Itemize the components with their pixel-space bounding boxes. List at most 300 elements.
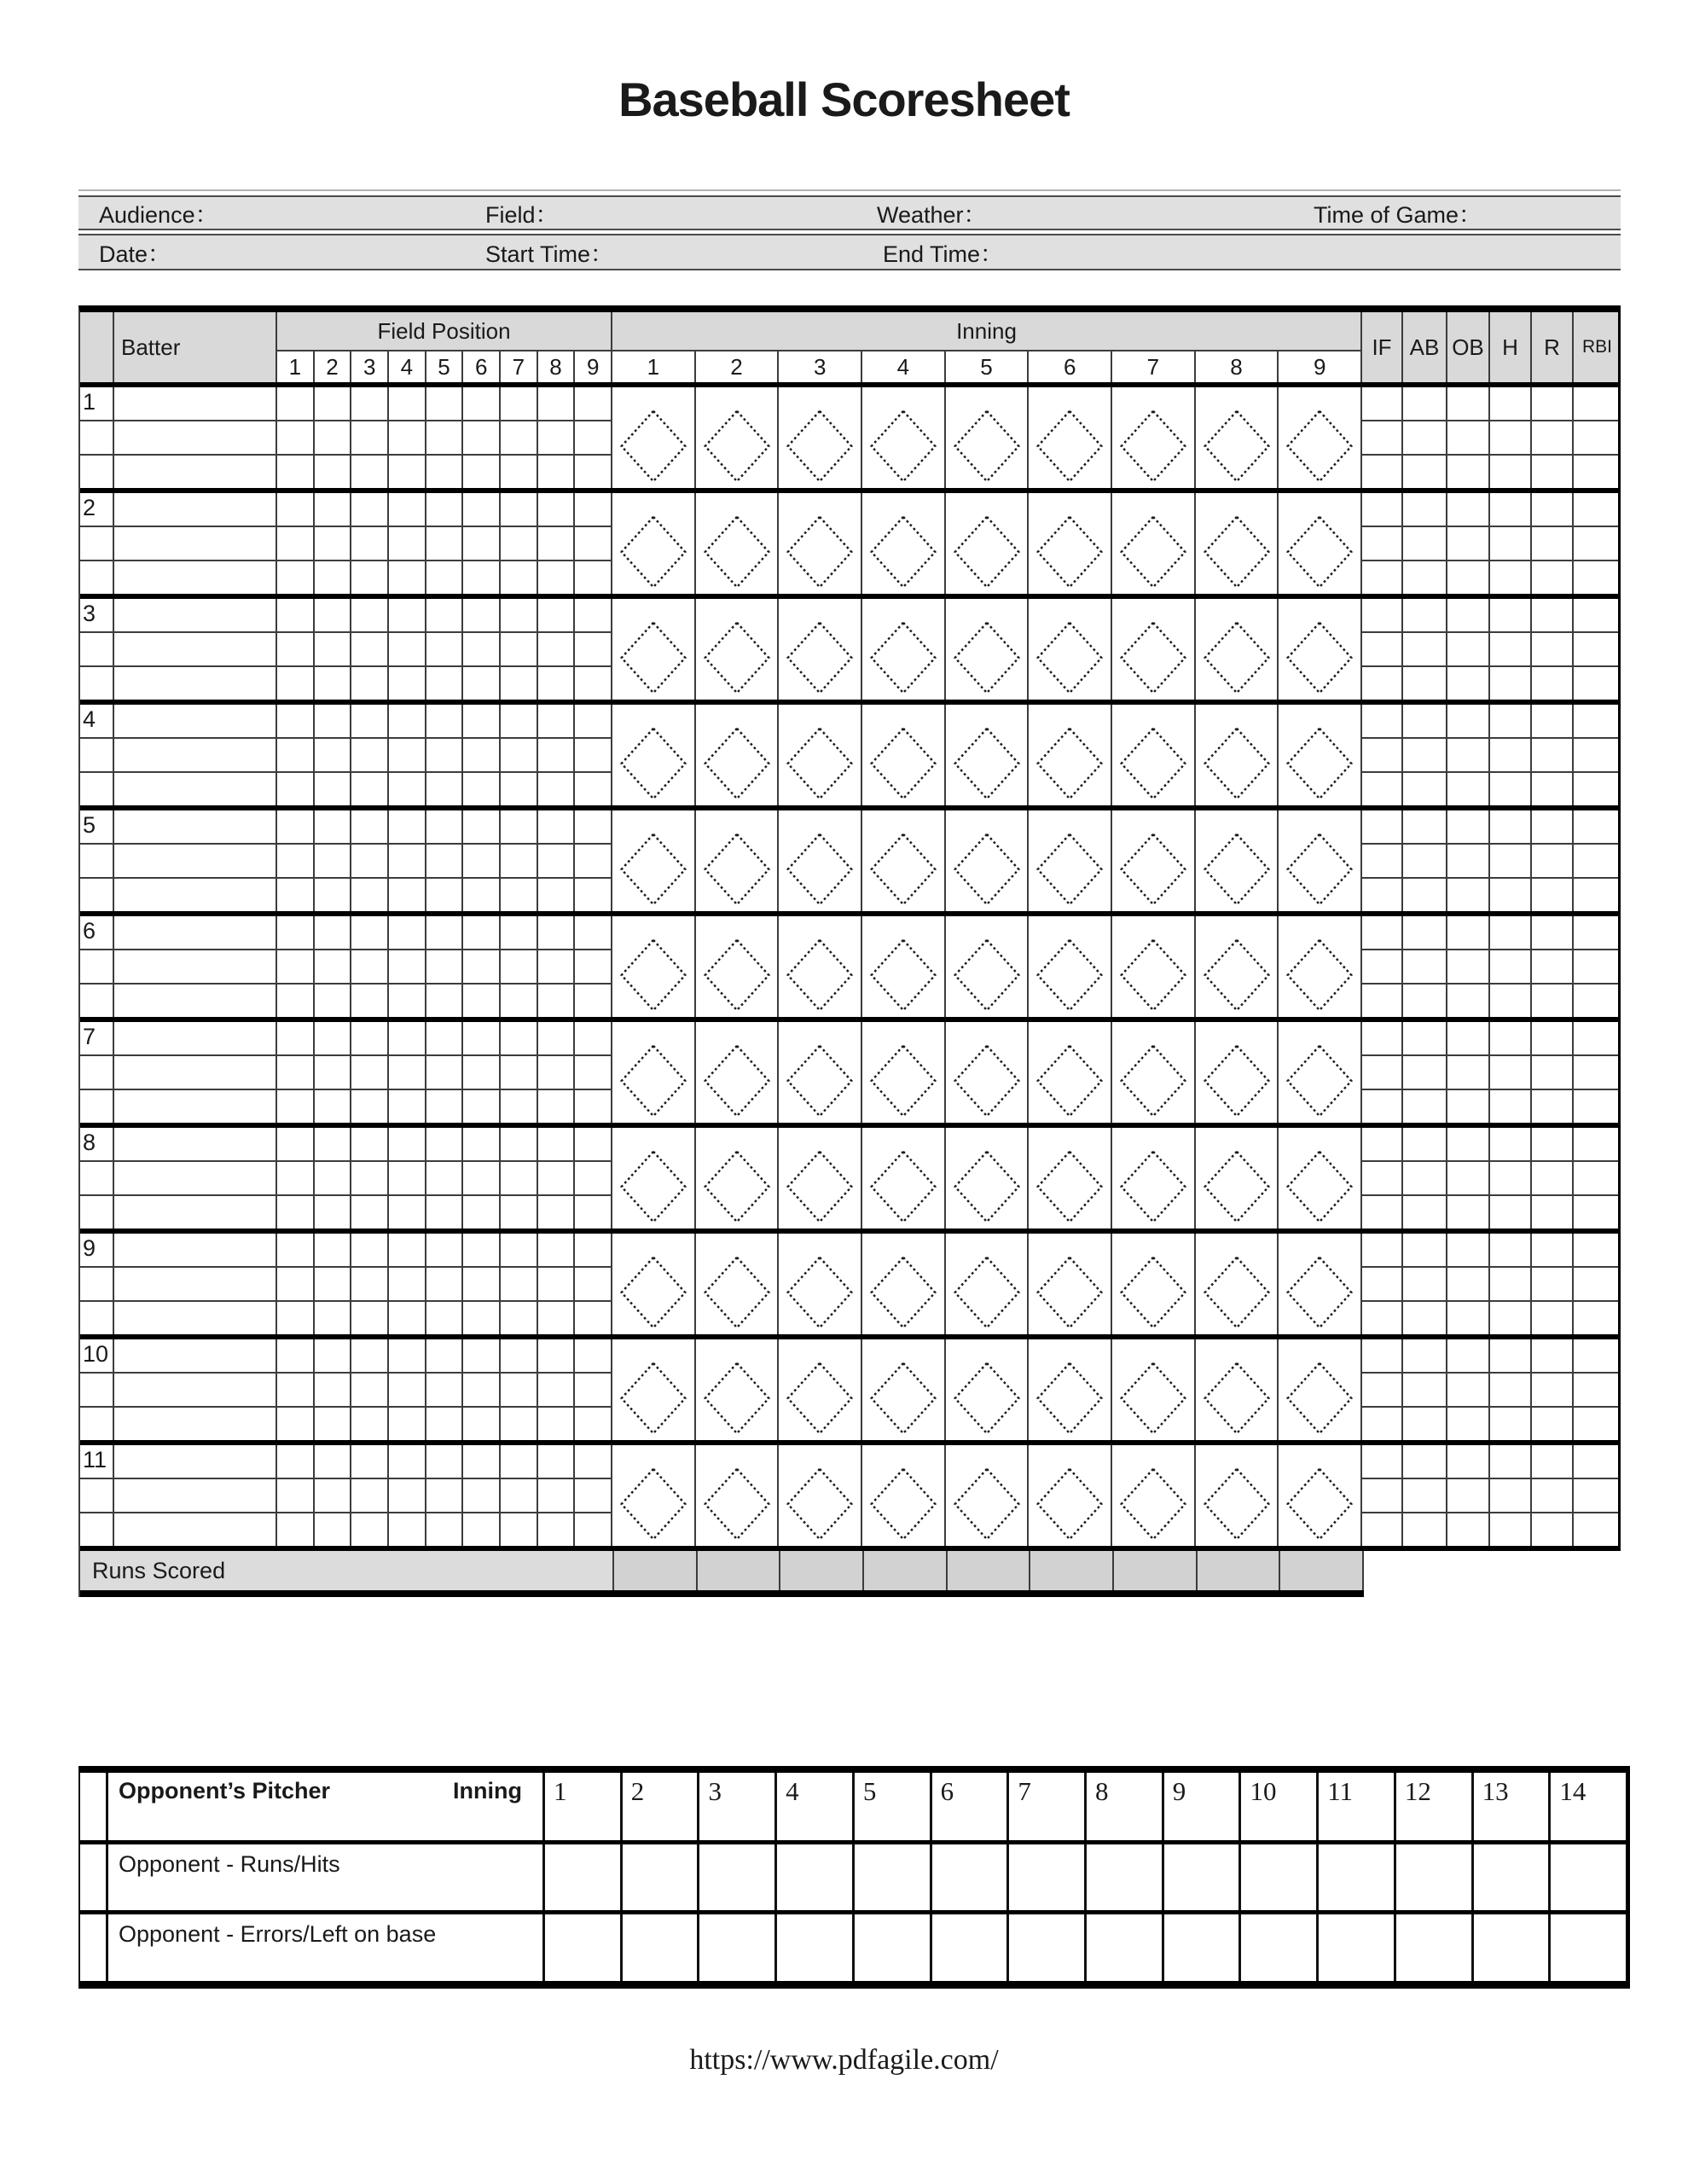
stat-header: OB bbox=[1447, 312, 1490, 382]
diamond-icon bbox=[1202, 620, 1272, 695]
diamond-icon bbox=[1118, 1149, 1188, 1224]
inning-cell bbox=[696, 493, 780, 594]
inning-cell bbox=[1029, 1128, 1112, 1228]
diamond-icon bbox=[702, 1361, 772, 1436]
inning-cell bbox=[1112, 493, 1196, 594]
batter-header: Batter bbox=[114, 312, 277, 382]
field-position-cells bbox=[277, 387, 612, 488]
inning-cell bbox=[779, 1234, 862, 1334]
inning-cell bbox=[612, 493, 696, 594]
batter-name-cell bbox=[114, 810, 277, 911]
stat-header: IF bbox=[1362, 312, 1403, 382]
opponent-score-cell bbox=[777, 1914, 855, 1981]
field-position-cells bbox=[277, 1445, 612, 1546]
diamond-icon bbox=[1202, 938, 1272, 1013]
inning-cell bbox=[612, 599, 696, 700]
inning-cell bbox=[612, 1339, 696, 1440]
opponent-score-cell bbox=[932, 1914, 1010, 1981]
weather-label: Weather： bbox=[877, 202, 987, 228]
field-position-number: 1 bbox=[277, 351, 315, 382]
diamond-icon bbox=[1035, 1149, 1105, 1224]
batter-number-cell bbox=[80, 493, 114, 594]
inning-header: Inning bbox=[612, 312, 1360, 351]
inning-cell bbox=[1029, 1022, 1112, 1123]
diamond-icon bbox=[868, 620, 938, 695]
inning-cell bbox=[1196, 810, 1279, 911]
diamond-icon bbox=[1202, 1149, 1272, 1224]
diamond-icon bbox=[952, 938, 1022, 1013]
opponent-inning-number: 14 bbox=[1559, 1776, 1586, 1806]
field-position-header: Field Position bbox=[277, 312, 611, 351]
stat-cells bbox=[1362, 705, 1621, 805]
diamond-icon bbox=[785, 1149, 855, 1224]
inning-cell bbox=[1279, 705, 1362, 805]
opponent-score-cell bbox=[1164, 1914, 1242, 1981]
diamond-icon bbox=[785, 514, 855, 590]
inning-scoring-cells bbox=[612, 599, 1362, 700]
batter-name-cell bbox=[114, 1022, 277, 1123]
inning-cell bbox=[612, 1128, 696, 1228]
diamond-icon bbox=[618, 409, 688, 484]
opponent-inning-number: 6 bbox=[932, 1773, 1010, 1840]
inning-number: 8 bbox=[1196, 351, 1279, 382]
inning-number: 6 bbox=[1029, 351, 1112, 382]
field-position-numbers bbox=[277, 351, 611, 382]
diamond-icon bbox=[702, 1467, 772, 1542]
inning-cell bbox=[779, 1445, 862, 1546]
diamond-icon bbox=[702, 832, 772, 907]
end-time-label: End Time： bbox=[883, 241, 1004, 267]
batter-name-cell bbox=[114, 387, 277, 488]
batter-number-cell bbox=[80, 1339, 114, 1440]
inning-cell bbox=[946, 599, 1030, 700]
diamond-icon bbox=[618, 1149, 688, 1224]
inning-cell bbox=[612, 387, 696, 488]
field-position-number: 9 bbox=[586, 353, 600, 380]
diamond-icon bbox=[952, 409, 1022, 484]
runs-scored-label: Runs Scored bbox=[80, 1551, 614, 1590]
stat-cells bbox=[1362, 810, 1621, 911]
batter-name-cell bbox=[114, 705, 277, 805]
diamond-icon bbox=[952, 514, 1022, 590]
inning-cell bbox=[862, 916, 946, 1017]
inning-number: 7 bbox=[1112, 351, 1196, 382]
opponent-score-cell bbox=[1396, 1914, 1474, 1981]
inning-cell bbox=[612, 705, 696, 805]
opponent-narrow-cell bbox=[80, 1914, 108, 1981]
inning-cell bbox=[779, 1128, 862, 1228]
inning-number: 9 bbox=[1313, 353, 1326, 380]
inning-cell bbox=[779, 1022, 862, 1123]
batter-number-cell bbox=[80, 1445, 114, 1546]
inning-cell bbox=[862, 1234, 946, 1334]
opponent-pitcher-header-cell bbox=[108, 1773, 545, 1840]
batter-name-cell bbox=[114, 493, 277, 594]
diamond-icon bbox=[618, 514, 688, 590]
stat-cells bbox=[1362, 1128, 1621, 1228]
diamond-icon bbox=[1035, 1467, 1105, 1542]
batter-number: 9 bbox=[83, 1235, 96, 1261]
batter-row bbox=[80, 1022, 1621, 1128]
inning-scoring-cells bbox=[612, 1339, 1362, 1440]
inning-scoring-cells bbox=[612, 1234, 1362, 1334]
field-position-number: 8 bbox=[538, 351, 576, 382]
diamond-icon bbox=[1202, 726, 1272, 801]
batter-row bbox=[80, 1234, 1621, 1339]
diamond-icon bbox=[952, 1255, 1022, 1330]
diamond-icon bbox=[1285, 1255, 1354, 1330]
batter-row bbox=[80, 810, 1621, 916]
inning-cell bbox=[779, 1339, 862, 1440]
diamond-icon bbox=[1035, 726, 1105, 801]
opponent-inning-number: 13 bbox=[1474, 1773, 1552, 1840]
inning-cell bbox=[946, 493, 1030, 594]
start-time-label: Start Time： bbox=[485, 241, 614, 267]
diamond-icon bbox=[1285, 514, 1354, 590]
opponent-inning-number: 5 bbox=[855, 1773, 932, 1840]
inning-cell bbox=[1279, 1022, 1362, 1123]
inning-cell bbox=[612, 916, 696, 1017]
inning-cell bbox=[862, 1339, 946, 1440]
diamond-icon bbox=[785, 1255, 855, 1330]
stat-cells bbox=[1362, 1234, 1621, 1334]
batter-number: 10 bbox=[83, 1341, 109, 1367]
diamond-icon bbox=[868, 514, 938, 590]
inning-cell bbox=[862, 1445, 946, 1546]
diamond-icon bbox=[1202, 514, 1272, 590]
opponent-inning-number: 12 bbox=[1396, 1773, 1474, 1840]
diamond-icon bbox=[1118, 938, 1188, 1013]
batter-row bbox=[80, 705, 1621, 810]
inning-cell bbox=[696, 1128, 780, 1228]
diamond-icon bbox=[868, 409, 938, 484]
inning-cell bbox=[1029, 705, 1112, 805]
runs-scored-cell bbox=[698, 1551, 781, 1590]
runs-scored-cell bbox=[614, 1551, 698, 1590]
inning-cell bbox=[946, 1022, 1030, 1123]
inning-cell bbox=[1279, 493, 1362, 594]
inning-cell bbox=[779, 599, 862, 700]
opponent-score-cell bbox=[1319, 1844, 1396, 1910]
inning-cell bbox=[1112, 1128, 1196, 1228]
batter-number-cell bbox=[80, 1234, 114, 1334]
diamond-icon bbox=[702, 1149, 772, 1224]
batter-name-cell bbox=[114, 1339, 277, 1440]
diamond-icon bbox=[1035, 832, 1105, 907]
diamond-icon bbox=[618, 832, 688, 907]
opponent-runs-hits-cells bbox=[545, 1844, 1626, 1910]
opponent-score-cell bbox=[545, 1844, 623, 1910]
runs-scored-cell bbox=[948, 1551, 1031, 1590]
inning-cell bbox=[1029, 810, 1112, 911]
opponent-narrow-cell bbox=[80, 1773, 108, 1840]
batter-number: 1 bbox=[83, 389, 96, 415]
batter-number-cell bbox=[80, 810, 114, 911]
runs-scored-row bbox=[80, 1551, 1364, 1597]
batter-name-cell bbox=[114, 916, 277, 1017]
opponent-score-cell bbox=[1087, 1914, 1164, 1981]
batter-row bbox=[80, 599, 1621, 705]
opponent-score-cell bbox=[699, 1914, 777, 1981]
game-info-row-1 bbox=[78, 195, 1621, 230]
diamond-icon bbox=[618, 1361, 688, 1436]
field-position-cells bbox=[277, 1128, 612, 1228]
batter-row bbox=[80, 387, 1621, 493]
field-label: Field： bbox=[485, 202, 559, 228]
opponent-score-cell bbox=[855, 1844, 932, 1910]
opponent-errors-row bbox=[80, 1914, 1626, 1981]
inning-scoring-cells bbox=[612, 1022, 1362, 1123]
batter-number-cell bbox=[80, 705, 114, 805]
opponent-score-cell bbox=[777, 1844, 855, 1910]
inning-scoring-cells bbox=[612, 1445, 1362, 1546]
diamond-icon bbox=[702, 1255, 772, 1330]
diamond-icon bbox=[1285, 1361, 1354, 1436]
field-position-number: 4 bbox=[389, 351, 426, 382]
inning-number: 3 bbox=[779, 351, 862, 382]
stat-header: RBI bbox=[1574, 312, 1621, 382]
runs-scored-cell bbox=[1114, 1551, 1198, 1590]
inning-cell bbox=[862, 1128, 946, 1228]
inning-cell bbox=[946, 1445, 1030, 1546]
diamond-icon bbox=[618, 726, 688, 801]
batter-name-cell bbox=[114, 1128, 277, 1228]
inning-cell bbox=[1112, 916, 1196, 1017]
opponent-inning-number: 2 bbox=[623, 1773, 700, 1840]
diamond-icon bbox=[702, 1043, 772, 1118]
diamond-icon bbox=[1118, 1043, 1188, 1118]
diamond-icon bbox=[1118, 620, 1188, 695]
inning-cell bbox=[696, 1339, 780, 1440]
diamond-icon bbox=[952, 620, 1022, 695]
field-position-number: 6 bbox=[463, 351, 501, 382]
diamond-icon bbox=[1285, 409, 1354, 484]
batter-row bbox=[80, 1339, 1621, 1445]
batter-number-cell bbox=[80, 1022, 114, 1123]
inning-cell bbox=[1112, 387, 1196, 488]
diamond-icon bbox=[618, 1043, 688, 1118]
diamond-icon bbox=[868, 1043, 938, 1118]
diamond-icon bbox=[785, 409, 855, 484]
diamond-icon bbox=[1118, 1467, 1188, 1542]
batter-rows bbox=[80, 387, 1621, 1551]
batter-number: 8 bbox=[83, 1130, 96, 1155]
stat-header: AB bbox=[1403, 312, 1447, 382]
inning-scoring-cells bbox=[612, 387, 1362, 488]
inning-cell bbox=[862, 387, 946, 488]
inning-number: 2 bbox=[696, 351, 780, 382]
stat-cells bbox=[1362, 1445, 1621, 1546]
batter-row bbox=[80, 1128, 1621, 1234]
runs-scored-cells bbox=[614, 1551, 1364, 1590]
stat-cells bbox=[1362, 1022, 1621, 1123]
diamond-icon bbox=[1202, 832, 1272, 907]
inning-cell bbox=[1196, 1234, 1279, 1334]
inning-number: 5 bbox=[946, 351, 1030, 382]
runs-scored-cell bbox=[1030, 1551, 1114, 1590]
diamond-icon bbox=[1285, 1467, 1354, 1542]
diamond-icon bbox=[952, 1361, 1022, 1436]
stat-cells bbox=[1362, 493, 1621, 594]
inning-cell bbox=[1029, 1339, 1112, 1440]
inning-cell bbox=[1112, 1022, 1196, 1123]
diamond-icon bbox=[1285, 938, 1354, 1013]
diamond-icon bbox=[618, 938, 688, 1013]
opponent-inning-number: 3 bbox=[699, 1773, 777, 1840]
diamond-icon bbox=[785, 620, 855, 695]
diamond-icon bbox=[952, 1467, 1022, 1542]
diamond-icon bbox=[868, 1149, 938, 1224]
footer-url[interactable]: https://www.pdfagile.com/ bbox=[689, 2044, 999, 2076]
inning-cell bbox=[1112, 810, 1196, 911]
diamond-icon bbox=[1035, 1361, 1105, 1436]
diamond-icon bbox=[1118, 1255, 1188, 1330]
diamond-icon bbox=[1285, 1043, 1354, 1118]
diamond-icon bbox=[868, 1255, 938, 1330]
opponent-inning-number: 11 bbox=[1319, 1773, 1396, 1840]
opponent-score-cell bbox=[699, 1844, 777, 1910]
inning-cell bbox=[946, 1234, 1030, 1334]
inning-scoring-cells bbox=[612, 810, 1362, 911]
game-info-row-2 bbox=[78, 234, 1621, 270]
diamond-icon bbox=[868, 1467, 938, 1542]
date-label: Date： bbox=[99, 241, 171, 267]
diamond-icon bbox=[785, 1043, 855, 1118]
inning-cell bbox=[946, 705, 1030, 805]
inning-cell bbox=[862, 1022, 946, 1123]
inning-cell bbox=[1279, 916, 1362, 1017]
scoresheet-header bbox=[80, 312, 1621, 387]
batter-name-cell bbox=[114, 1445, 277, 1546]
inning-cell bbox=[1196, 1128, 1279, 1228]
opponent-inning-label: Inning bbox=[453, 1778, 522, 1804]
diamond-icon bbox=[952, 1043, 1022, 1118]
opponent-inning-number: 9 bbox=[1164, 1773, 1242, 1840]
inning-cell bbox=[696, 1022, 780, 1123]
diamond-icon bbox=[702, 726, 772, 801]
inning-cell bbox=[862, 493, 946, 594]
opponent-header-row bbox=[80, 1773, 1626, 1844]
opponent-runs-hits-row bbox=[80, 1844, 1626, 1914]
diamond-icon bbox=[1118, 409, 1188, 484]
inning-cell bbox=[946, 1128, 1030, 1228]
inning-numbers bbox=[612, 351, 1360, 382]
opponent-score-cell bbox=[1009, 1914, 1087, 1981]
inning-cell bbox=[696, 1445, 780, 1546]
stat-cells bbox=[1362, 599, 1621, 700]
inning-cell bbox=[1029, 1234, 1112, 1334]
stat-header: R bbox=[1532, 312, 1574, 382]
diamond-icon bbox=[1202, 1255, 1272, 1330]
inning-cell bbox=[779, 493, 862, 594]
inning-cell bbox=[1196, 493, 1279, 594]
opponent-inning-number: 1 bbox=[545, 1773, 623, 1840]
inning-cell bbox=[779, 916, 862, 1017]
opponent-inning-number: 4 bbox=[777, 1773, 855, 1840]
inning-cell bbox=[1196, 387, 1279, 488]
divider-line bbox=[78, 189, 1621, 191]
inning-number: 1 bbox=[612, 351, 696, 382]
inning-cell bbox=[862, 599, 946, 700]
opponent-score-cell bbox=[1551, 1914, 1626, 1981]
batter-number: 2 bbox=[83, 495, 96, 520]
diamond-icon bbox=[702, 409, 772, 484]
batter-row bbox=[80, 916, 1621, 1022]
inning-cell bbox=[612, 1234, 696, 1334]
stat-cells bbox=[1362, 1339, 1621, 1440]
batter-number: 11 bbox=[83, 1447, 107, 1472]
batter-row bbox=[80, 1445, 1621, 1551]
inning-scoring-cells bbox=[612, 705, 1362, 805]
inning-header-group bbox=[612, 312, 1362, 382]
field-position-cells bbox=[277, 1339, 612, 1440]
diamond-icon bbox=[785, 1361, 855, 1436]
opponent-score-cell bbox=[623, 1914, 700, 1981]
runs-scored-cell bbox=[1198, 1551, 1281, 1590]
opponent-score-cell bbox=[855, 1914, 932, 1981]
inning-cell bbox=[946, 810, 1030, 911]
inning-cell bbox=[1196, 599, 1279, 700]
inning-cell bbox=[1196, 1445, 1279, 1546]
diamond-icon bbox=[702, 938, 772, 1013]
diamond-icon bbox=[868, 1361, 938, 1436]
inning-cell bbox=[1112, 705, 1196, 805]
field-position-number: 2 bbox=[315, 351, 352, 382]
diamond-icon bbox=[1035, 620, 1105, 695]
batter-number-cell bbox=[80, 1128, 114, 1228]
inning-number: 4 bbox=[862, 351, 946, 382]
inning-cell bbox=[946, 1339, 1030, 1440]
inning-cell bbox=[696, 810, 780, 911]
inning-cell bbox=[696, 387, 780, 488]
inning-cell bbox=[1196, 1339, 1279, 1440]
opponent-score-cell bbox=[1474, 1844, 1552, 1910]
opponent-score-cell bbox=[1396, 1844, 1474, 1910]
inning-cell bbox=[1196, 916, 1279, 1017]
diamond-icon bbox=[785, 1467, 855, 1542]
inning-cell bbox=[779, 705, 862, 805]
field-position-cells bbox=[277, 1022, 612, 1123]
diamond-icon bbox=[1118, 1361, 1188, 1436]
field-position-cells bbox=[277, 705, 612, 805]
opponent-inning-number: 8 bbox=[1087, 1773, 1164, 1840]
batter-row bbox=[80, 493, 1621, 599]
inning-cell bbox=[1029, 387, 1112, 488]
inning-cell bbox=[1029, 1445, 1112, 1546]
inning-cell bbox=[1112, 599, 1196, 700]
opponent-errors-cells bbox=[545, 1914, 1626, 1981]
diamond-icon bbox=[1035, 409, 1105, 484]
diamond-icon bbox=[868, 726, 938, 801]
field-position-cells bbox=[277, 493, 612, 594]
stats-headers bbox=[1362, 312, 1621, 382]
opponent-runs-hits-label: Opponent - Runs/Hits bbox=[119, 1851, 340, 1877]
batter-number: 4 bbox=[83, 706, 96, 732]
inning-cell bbox=[1029, 599, 1112, 700]
diamond-icon bbox=[952, 726, 1022, 801]
diamond-icon bbox=[1285, 726, 1354, 801]
diamond-icon bbox=[618, 1467, 688, 1542]
field-position-number: 5 bbox=[426, 351, 464, 382]
inning-cell bbox=[1196, 1022, 1279, 1123]
field-position-cells bbox=[277, 1234, 612, 1334]
field-position-header-group bbox=[277, 312, 612, 382]
batter-name-cell bbox=[114, 599, 277, 700]
inning-cell bbox=[696, 599, 780, 700]
opponent-inning-number: 7 bbox=[1009, 1773, 1087, 1840]
inning-cell bbox=[1279, 599, 1362, 700]
opponent-score-cell bbox=[1164, 1844, 1242, 1910]
